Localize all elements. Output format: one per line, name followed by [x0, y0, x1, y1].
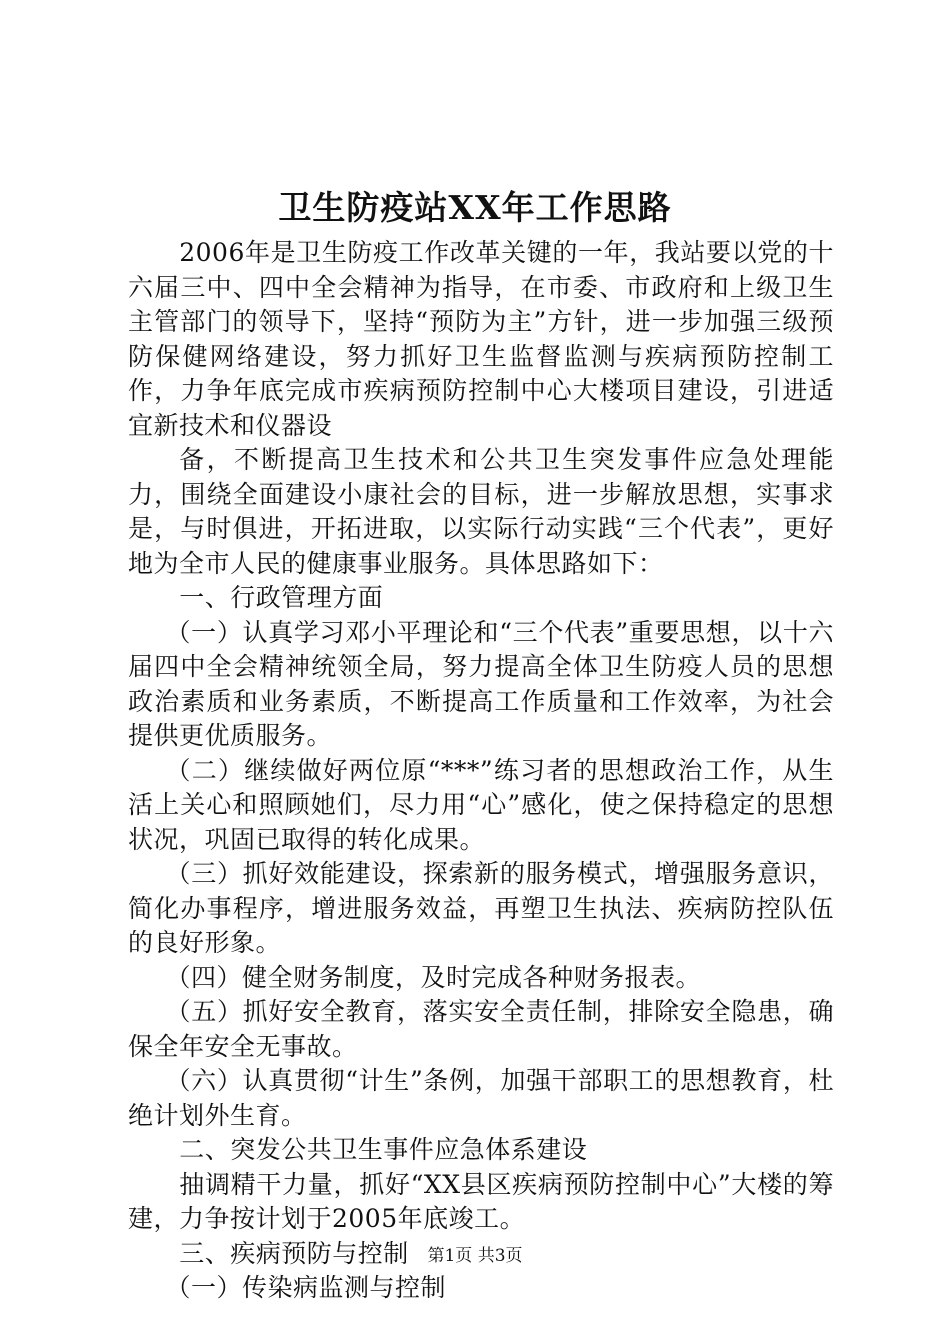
document-title: 卫生防疫站XX年工作思路 [278, 188, 672, 227]
section-heading-disease: 三、疾病预防与控制 [179, 1238, 409, 1268]
page-footer: 第1页 共3页 [427, 1246, 523, 1266]
document-body [128, 236, 834, 1306]
list-item-admin-5: （五）抓好安全教育，落实安全责任制，排除安全隐患，确保全年安全无事故。 [128, 997, 834, 1061]
paragraph-intro: 2006年是卫生防疫工作改革关键的一年，我站要以党的十六届三中、四中全会精神为指导，在市委、市政府和上级卫生主管部门的领导下，坚持“预防为主”方针，进一步加强三级预防保健网络建设，努力抓好卫生监督监测与疾病预防控制工作，力争年底完成市疾病预防控制中心大楼项目建设，引进适宜新技术和仪器设 [128, 238, 834, 440]
list-item-admin-4: （四）健全财务制度，及时完成各种财务报表。 [165, 962, 702, 992]
list-item-admin-2: （二）继续做好两位原“***”练习者的思想政治工作，从生活上关心和照顾她们，尽力用“心”感化，使之保持稳定的思想状况，巩固已取得的转化成果。 [128, 755, 834, 854]
section-heading-emergency: 二、突发公共卫生事件应急体系建设 [179, 1135, 588, 1164]
list-item-disease-1: （一）传染病监测与控制 [165, 1273, 447, 1302]
list-item-admin-6: （六）认真贯彻“计生”条例，加强干部职工的思想教育，杜绝计划外生育。 [128, 1066, 834, 1130]
paragraph-emergency: 抽调精干力量，抓好“XX县区疾病预防控制中心”大楼的筹建，力争按计划于2005年底竣工。 [128, 1169, 834, 1233]
list-item-admin-3: （三）抓好效能建设，探索新的服务模式，增强服务意识，简化办事程序，增进服务效益，再塑卫生执法、疾病防控队伍的良好形象。 [128, 859, 834, 957]
list-item-admin-1: （一）认真学习邓小平理论和“三个代表”重要思想，以十六届四中全会精神统领全局，努力提高全体卫生防疫人员的思想政治素质和业务素质，不断提高工作质量和工作效率，为社会提供更优质服务。 [128, 617, 834, 750]
paragraph-intro-continued: 备，不断提高卫生技术和公共卫生突发事件应急处理能力，围绕全面建设小康社会的目标，进一步解放思想，实事求是，与时俱进，开拓进取，以实际行动实践“三个代表”，更好地为全市人民的健康事业服务。具体思路如下： [128, 445, 834, 578]
section-heading-admin: 一、行政管理方面 [179, 583, 384, 612]
